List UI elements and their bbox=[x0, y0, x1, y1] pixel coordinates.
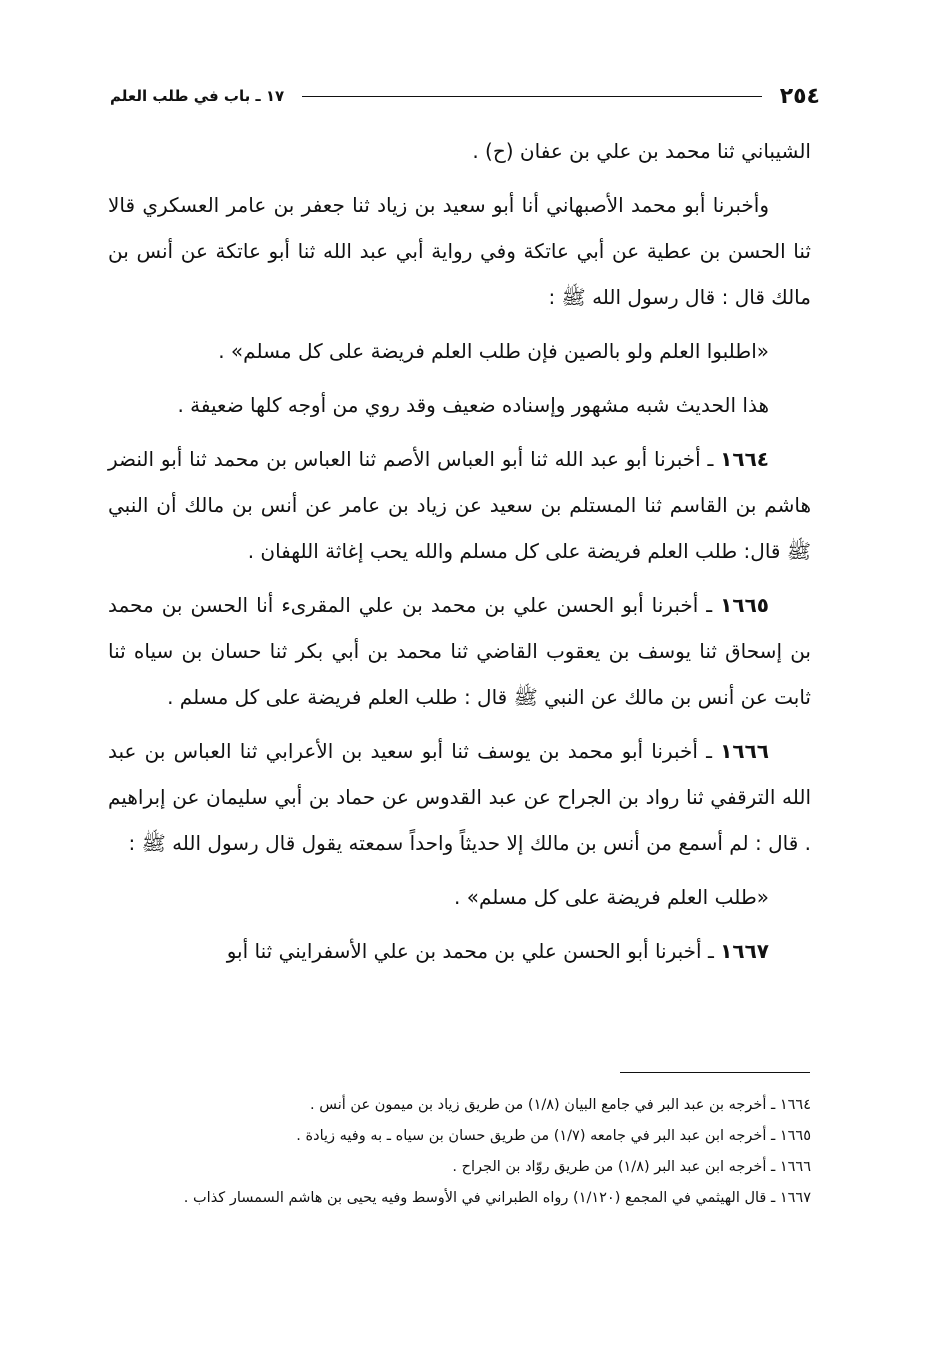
hadith-1666 bbox=[108, 728, 811, 866]
paragraph-commentary: هذا الحديث شبه مشهور وإسناده ضعيف وقد روي من أوجه كلها ضعيفة . bbox=[177, 393, 769, 417]
hadith-quote-1: «اطلبوا العلم ولو بالصين فإن طلب العلم فريضة على كل مسلم» . bbox=[218, 339, 769, 363]
hadith-number: ١٦٦٥ bbox=[720, 593, 769, 617]
footnote-1667: ١٦٦٧ ـ قال الهيثمي في المجمع (١/١٢٠) رواه الطبراني في الأوسط وفيه يحيى بن هاشم السمسار كذاب . bbox=[183, 1190, 811, 1206]
paragraph-2: وأخبرنا أبو محمد الأصبهاني أنا أبو سعيد بن زياد ثنا جعفر بن عامر العسكري قالا ثنا الحسن بن عطية عن أبي عاتكة وفي رواية أبي عبد الله ثنا أبو عاتكة عن أنس بن مالك قال : قال رسول الله ﷺ : bbox=[108, 193, 811, 309]
hadith-text: ـ أخبرنا أبو الحسن علي بن محمد بن علي الأسفرايني ثنا أبو bbox=[226, 939, 721, 963]
page-header bbox=[110, 78, 820, 114]
header-rule bbox=[302, 96, 762, 97]
hadith-number: ١٦٦٦ bbox=[720, 739, 769, 763]
paragraph-1: الشيباني ثنا محمد بن علي بن عفان (ح) . bbox=[472, 139, 811, 163]
hadith-1665 bbox=[108, 582, 811, 720]
footnotes bbox=[108, 1090, 811, 1214]
page-number: ٢٥٤ bbox=[779, 83, 820, 109]
hadith-number: ١٦٦٧ bbox=[720, 939, 769, 963]
hadith-1667 bbox=[108, 928, 811, 974]
hadith-1664 bbox=[108, 436, 811, 574]
footnote-1665: ١٦٦٥ ـ أخرجه ابن عبد البر في جامعه (١/٧) من طريق حسان بن سياه ـ به وفيه زيادة . bbox=[296, 1128, 811, 1144]
hadith-text: ـ أخبرنا أبو محمد بن يوسف ثنا أبو سعيد بن الأعرابي ثنا العباس بن عبد الله الترقفي ثنا رواد بن الجراح عن عبد القدوس عن حماد بن أبي سليمان عن إبراهيم . قال : لم أسمع من أنس بن مالك إلا حديثاً واحداً سمعته يقول قال رسول الله ﷺ : bbox=[108, 739, 811, 855]
hadith-number: ١٦٦٤ bbox=[720, 447, 769, 471]
hadith-text: ـ أخبرنا أبو الحسن علي بن محمد بن علي المقرىء أنا الحسن بن محمد بن إسحاق ثنا يوسف بن يعقوب القاضي ثنا محمد بن أبي بكر ثنا حسان بن سياه ثنا ثابت عن أنس بن مالك عن النبي ﷺ قال : طلب العلم فريضة على كل مسلم . bbox=[108, 593, 811, 709]
hadith-text: ـ أخبرنا أبو عبد الله ثنا أبو العباس الأصم ثنا العباس بن محمد ثنا أبو النضر هاشم بن القاسم ثنا المستلم بن سعيد عن زياد بن عامر عن أنس بن مالك أن النبي ﷺ قال: طلب العلم فريضة على كل مسلم والله يحب إغاثة اللهفان . bbox=[108, 447, 811, 563]
footnote-separator bbox=[620, 1072, 810, 1073]
running-title: ١٧ ـ باب في طلب العلم bbox=[110, 87, 285, 105]
hadith-quote-2: «طلب العلم فريضة على كل مسلم» . bbox=[454, 885, 769, 909]
main-text bbox=[108, 128, 811, 974]
footnote-1664: ١٦٦٤ ـ أخرجه بن عبد البر في جامع البيان (١/٨) من طريق زياد بن ميمون عن أنس . bbox=[310, 1097, 811, 1113]
footnote-1666: ١٦٦٦ ـ أخرجه ابن عبد البر (١/٨) من طريق روّاد بن الجراح . bbox=[452, 1159, 811, 1175]
